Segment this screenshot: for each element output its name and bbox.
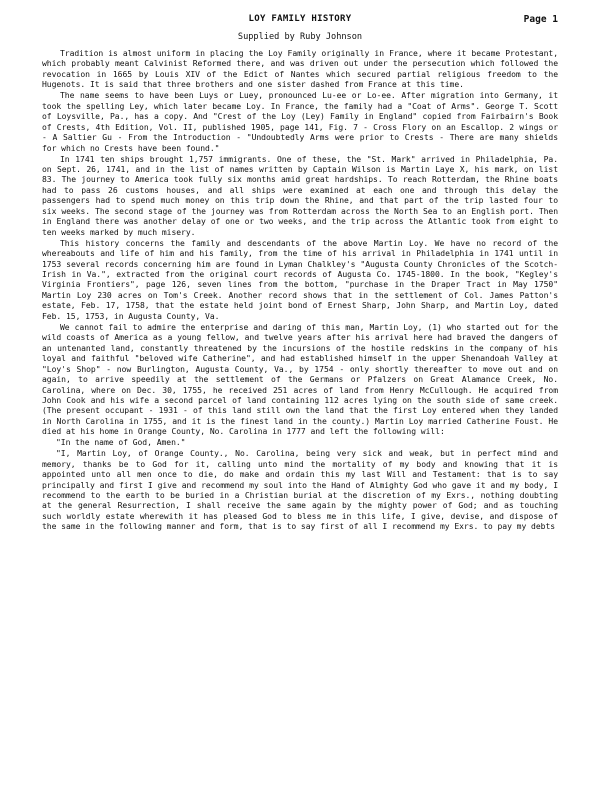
paragraph-name-and-arms: The name seems to have been Luys or Luey, pronounced Lu-ee or Lo-ee. After migration into Germany, it took the spelling Ley, which later became Loy. In France, the family had a "Coat of Arms". George T. Scott of Loysville, Pa., has a copy. And "Crest of the Loy (Ley) Family in England" copied from Fairbairn's Book of Crests, 4th Edition, Vol. II, published 1905, page 141, Fig. 7 - Cross Flory on an Escallop. 2 wings or - A Saltier Gu - From the Introduction - "Undoubtedly Arms were prior to Crests - There are many shields for which no Crests have been found." [42,91,558,153]
paragraph-immigration: In 1741 ten ships brought 1,757 immigrants. One of these, the "St. Mark" arrived in Philadelphia, Pa. on Sept. 26, 1741, and in the list of names written by Captain Wilson is Martin Laye X, his mark, on list 83. The journey to America took fully six months amid great hardships. To reach Rotterdam, the Rhine boats had to pass 26 customs houses, and all ships were examined at each one and through this delay the passengers had to spend much money on this trip down the Rhine, and that part of the trip lasted four to six weeks. The second stage of the journey was from Rotterdam across the North Sea to an English port. Then in England there was another delay of one or two weeks, and the trip across the Atlantic took from eight to ten weeks marked by much misery. [42,154,558,237]
paragraph-martin-loy: We cannot fail to admire the enterprise and daring of this man, Martin Loy, (1) who started out for the wild coasts of America as a young fellow, and twelve years after his arrival here had braved the dangers of an untenanted land, constantly threatened by the incursions of the hostile redskins in the company of his loyal and faithful "beloved wife Catherine", and had established himself in the upper Shenandoah Valley at "Loy's Shop" - now Burlington, Augusta County, Va., by 1754 - only shortly thereafter to move out and on again, to arrive speedily at the settlement of the Germans or Pfalzers on Great Alamance Creek, No. Carolina, where on Dec. 30, 1755, he received 251 acres of land from Henry McCullough. He acquired from John Cook and his wife a second parcel of land containing 112 acres lying on the south side of same creek. (The present occupant - 1931 - of this land still own the land that the first Loy entered when they landed in North Carolina in 1755, and it is the finest land in the county.) Martin Loy married Catherine Foust. He died at his home in Orange County, No. Carolina in 1777 and left the following will: [42,322,558,437]
document-subtitle: Supplied by Ruby Johnson [237,32,363,42]
page-number: Page 1 [523,14,558,25]
page-header [42,10,558,32]
will-opening: "In the name of God, Amen." [56,438,186,448]
will-text: "I, Martin Loy, of Orange County., No. Carolina, being very sick and weak, but in perfect mind and memory, thanks be to God for it, calling unto mind the mortality of my body and knowing that it is appointed unto all men once to die, do make and ordain this my last Will and Testament: that is to say principally and first I give and recommend my soul into the Hand of Almighty God who gave it and my body, I recommend to the earth to be buried in a Christian burial at the discretion of my Exrs., nothing doubting at the general Resurrection, I shall receive the same again by the mighty power of God; and as touching such worldly estate wherewith it has pleased God to bless me in this life, I give, devise, and dispose of the same in the following manner and form, that is to say first of all I recommend my Exrs. to pay my debts [42,449,558,532]
document-title: LOY FAMILY HISTORY [248,14,352,24]
paragraph-records: This history concerns the family and descendants of the above Martin Loy. We have no record of the whereabouts and life of him and his family, from the time of his arrival in Philadelphia in 1741 until in 1753 several records concerning him are found in Lyman Chalkley's "Augusta County Chronicles of the Scotch-Irish in Va.", extracted from the original court records of Augusta Co. 1745-1800. In the book, "Kegley's Virginia Frontiers", page 126, seven lines from the bottom, "purchase in the Draper Tract in May 1750" Martin Loy 230 acres on Tom's Creek. Another record shows that in the settlement of Col. James Patton's estate, Feb. 17, 1758, that the estate held joint bond of Ernest Sharp, John Sharp, and Martin Loy, dated Feb. 15, 1753, in Augusta County, Va. [42,238,558,321]
paragraph-origins: Tradition is almost uniform in placing the Loy Family originally in France, where it became Protestant, which probably meant Calvinist Reformed there, and was driven out under the persecution which followed the revocation in 1665 by Louis XIV of the Edict of Nantes which secured partial religious freedom to the Hugenots. It is said that three brothers and one sister dashed from France at this time. [42,49,558,90]
